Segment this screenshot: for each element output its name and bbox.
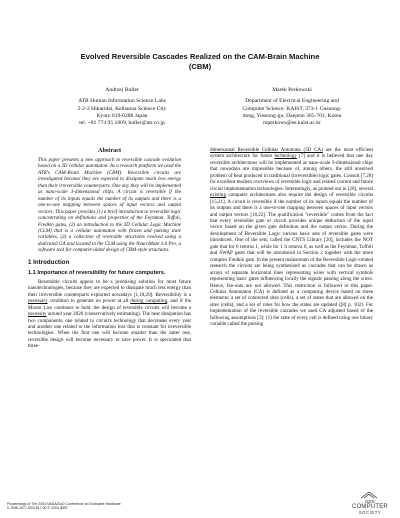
footer-line: 0-7695-1977-6/03 $17.00 © 2003 IEEE — [7, 506, 68, 511]
logo-text-ieee: IEEE — [365, 499, 375, 504]
underlined-text: during computing — [130, 298, 168, 305]
author-contact-line: mperkows@ee.kaist.ac.kr — [263, 120, 321, 127]
logo-text-society: SOCIETY — [358, 510, 382, 515]
author-affiliation-line: ATR Human Information Science Labs — [78, 98, 166, 105]
author-block-buller — [42, 87, 202, 127]
text-run: Reversible circuits appear to be a promising solution for most future nanotechnologies, because they are expected to dissipate much less energy than their irreversible counterparts exploited nowadays [1,18,20]. Reversibility is a — [28, 278, 191, 298]
footer-line: Proceedings of The 2003 NASA/DoD Conference on Evolvable Hardware — [7, 502, 121, 506]
underlined-text: dimensional Reversible Cellular Automata (3D CA) — [210, 147, 323, 153]
text-run: around year 2020 (conservatively estimating). The heat dissipation has two components, one related to circuit's technology that decreases every year and another one related to the information loss that is constant for irreversible technologies. When the first one will become smaller than the latter one, reversible design will become necessary to save power. It is speculated that three- — [28, 311, 191, 350]
underlined-text: technology — [274, 153, 297, 160]
text-run: , and if the Moore Law continues to hold, the design of reversible circuits will become a — [28, 298, 191, 311]
abstract-text: This paper presents a new approach to reversible cascade evolution based on a 3D cellular automaton. As a research platform we used the ATR's CAM-Brain Machine (CBM). Reversible circuits are investigated because they are expected to dissipate much less energy than their irreversible counterparts. One day they will be implemented as nano-scale 3-dimensional chips. A circuit is reversible if the number of its inputs equals the number of its outputs and there is a one-to-one mapping between spaces of input vectors and output vectors. This paper provides (1) a brief introduction to reversible logic concentrating on definitions and properties of the Feynman, Toffoli, Fredkin gates, (2) an introduction to the 3D Cellular Logic Machine (CLM) that is a cellular automaton with frozen and pulsing state variables, (3) a collection of reversible structures evolved using a dedicated GA and located in the CLM using the NeuroMaze 3.0 Pro, a software tool for computer-aided design of CBM-style structures. — [38, 157, 181, 254]
left-column — [28, 147, 191, 350]
subsection-heading-importance: 1.1 Importance of reversibility for future computers. — [28, 269, 166, 276]
intro-paragraph — [28, 279, 191, 350]
text-run: are the most efficient system architecture for future — [210, 147, 373, 160]
author-block-perkowski — [207, 87, 377, 127]
abstract-heading: Abstract — [97, 147, 122, 154]
paper-title — [20, 52, 380, 72]
author-name: Marek Perkowski — [272, 87, 312, 93]
text-run: [7] and it is believed that one day reversible architectures will be implemented as nano-scale 3-dimensional chips that nowadays are impossible because of, among others, the still unsolved problem of heat produced in traditional (irreversible) logic gates. Consult [7,20] for excellent modern overviews of reversible logic and related current and future circuit implementation technologies. Interestingly, as pointed out in [20], several — [210, 153, 373, 192]
text-run: computer architectures also require the design of reversible circuits [15,21]. A circuit is reversible if the number of its inputs equals the number of its outputs and there is a one-to-one mapping between spaces of input vectors and output vectors [18,22]. The qualification "reversible" comes from the fact that every reversible gate or circuit provides unique deduction of the input vector based on the given gate definition and the output vector. During the development of Reversible Logic various basic sets of reversible gates were introduced. One of the sets, called the CNTS Library [20], includes the NOT gate that for 0 returns 1, while for 1 it returns 0, as well as the Feynman, Toffoli and SWAP gates that will be introduced in Section 2 together with the more complex Fredkin gate. In the present mainstream of the Reversible Logic-related research the circuits are being synthesized as cascades that can be drawn as arrays of separate horizontal lines representing wires with vertical symbols representing basic gates influencing locally the signals passing along the wires. Hence, fan-outs are not allowed. This restriction is followed in this paper. Cellular Automaton (CA) is defined as a computing device based on three elements: a set of connected sites (cells), a set of states that are allowed on the sites (cells), and a set of rules for how the states are updated ([8] p. 102). For implementation of the reversible cascades we used CA adjusted based of the following assumptions [3]: (1) the state of every cell is defined using one binary variable called the pulsing — [210, 192, 373, 328]
author-affiliation-line: Kyoto 619-0288 Japan — [96, 112, 148, 119]
author-affiliation-line: Computer Science, KAIST, 373-1 Gusoong- — [242, 105, 342, 112]
right-column — [210, 147, 373, 328]
underlined-text: necessity — [28, 311, 47, 318]
author-affiliation-line: 2-2-2 Hikaridai, Keihanna Science City — [77, 105, 167, 112]
intro-paragraph-continued — [210, 147, 373, 328]
section-heading-introduction: 1 Introduction — [28, 258, 70, 266]
author-contact-line: tel. +81 774 95 1009, buller@atr.co.jp — [79, 120, 165, 127]
underlined-text: existing — [210, 192, 226, 199]
ieee-logo-icon — [360, 491, 378, 499]
author-affiliation-line: dong, Yuseong-gu, Daejeon 305-701, Korea — [242, 112, 342, 119]
proceedings-footer — [7, 502, 121, 511]
underlined-text: necessary — [28, 298, 48, 305]
author-affiliation-line: Department of Electrical Engineering and — [245, 98, 339, 105]
author-name: Andrzej Buller — [105, 87, 139, 93]
text-run: condition to generate no power at all — [47, 298, 131, 305]
logo-text-computer: COMPUTER — [352, 504, 388, 510]
paper-title-line2: (CBM) — [188, 62, 212, 71]
paper-title-line1: Evolved Reversible Cascades Realized on the CAM-Brain Machine — [80, 52, 320, 61]
ieee-computer-society-logo — [348, 491, 392, 515]
